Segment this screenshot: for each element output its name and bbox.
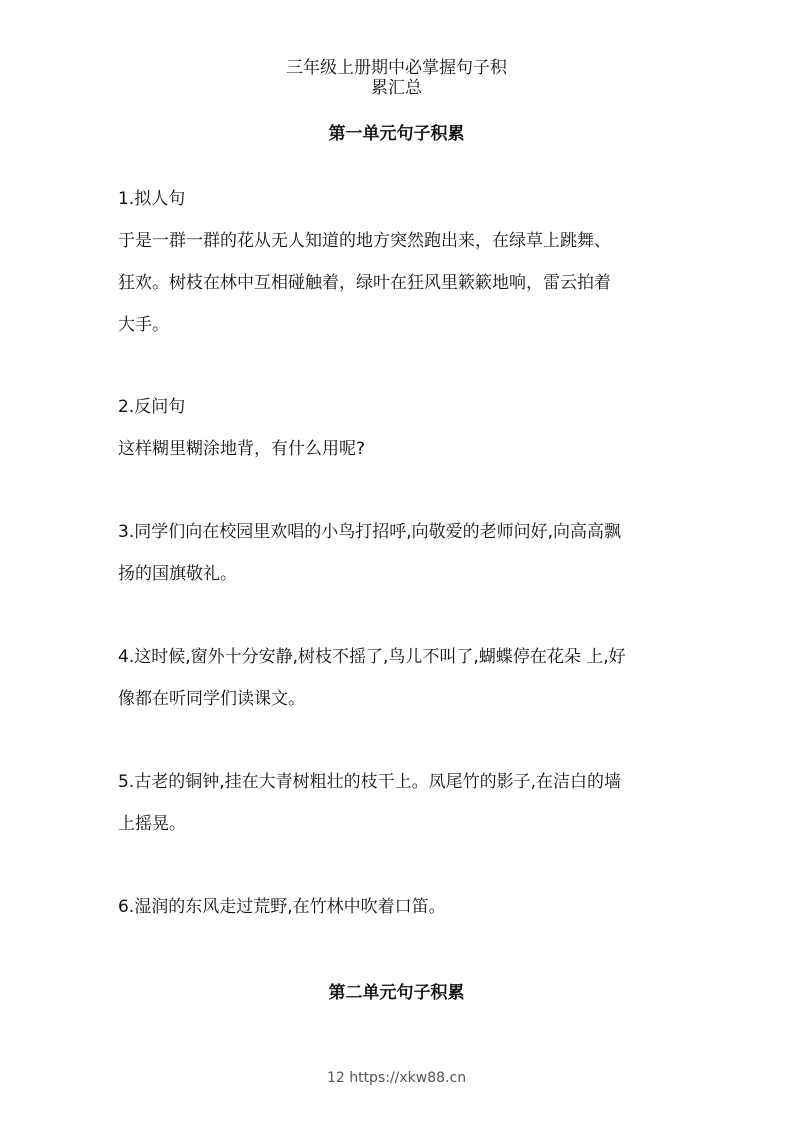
document-title-line-2: 累汇总 [371, 78, 422, 98]
document-title [0, 58, 793, 98]
document-title-line-1: 三年级上册期中必掌握句子积 [286, 58, 507, 78]
sentence-item-4-line-2: 像都在听同学们读课文。 [118, 689, 305, 709]
sentence-item-3-line-1: 3.同学们向在校园里欢唱的小鸟打招呼,向敬爱的老师问好,向高高飘 [118, 522, 622, 542]
page-footer: 12 https://xkw88.cn [326, 1070, 467, 1086]
sentence-item-3 [118, 511, 678, 595]
sentence-item-5-line-2: 上摇晃。 [118, 814, 186, 834]
sentence-item-6 [118, 886, 678, 928]
section-heading-unit-1: 第一单元句子积累 [328, 124, 465, 144]
sentence-item-2-line-2: 这样糊里糊涂地背，有什么用呢? [118, 439, 366, 459]
sentence-item-2 [118, 386, 678, 470]
sentence-item-1-line-2: 于是一群一群的花从无人知道的地方突然跑出来，在绿草上跳舞、 [118, 231, 611, 251]
sentence-item-5-line-1: 5.古老的铜钟,挂在大青树粗壮的枝干上。凤尾竹的影子,在洁白的墙 [118, 772, 622, 792]
sentence-item-2-line-1: 2.反问句 [118, 397, 186, 417]
sentence-item-6-line-1: 6.湿润的东风走过荒野,在竹林中吹着口笛。 [118, 897, 446, 917]
sentence-item-4 [118, 636, 678, 720]
section-heading-unit-2: 第二单元句子积累 [328, 983, 465, 1003]
sentence-item-1-line-1: 1.拟人句 [118, 189, 186, 209]
sentence-item-4-line-1: 4.这时候,窗外十分安静,树枝不摇了,鸟儿不叫了,蝴蝶停在花朵 上,好 [118, 647, 626, 667]
sentence-item-3-line-2: 扬的国旗敬礼。 [118, 564, 237, 584]
sentence-item-1-line-4: 大手。 [118, 315, 169, 335]
sentence-item-5 [118, 761, 678, 845]
sentence-item-1-line-3: 狂欢。树枝在林中互相碰触着，绿叶在狂风里簌簌地响，雷云拍着 [118, 273, 611, 293]
sentence-item-1 [118, 178, 678, 346]
